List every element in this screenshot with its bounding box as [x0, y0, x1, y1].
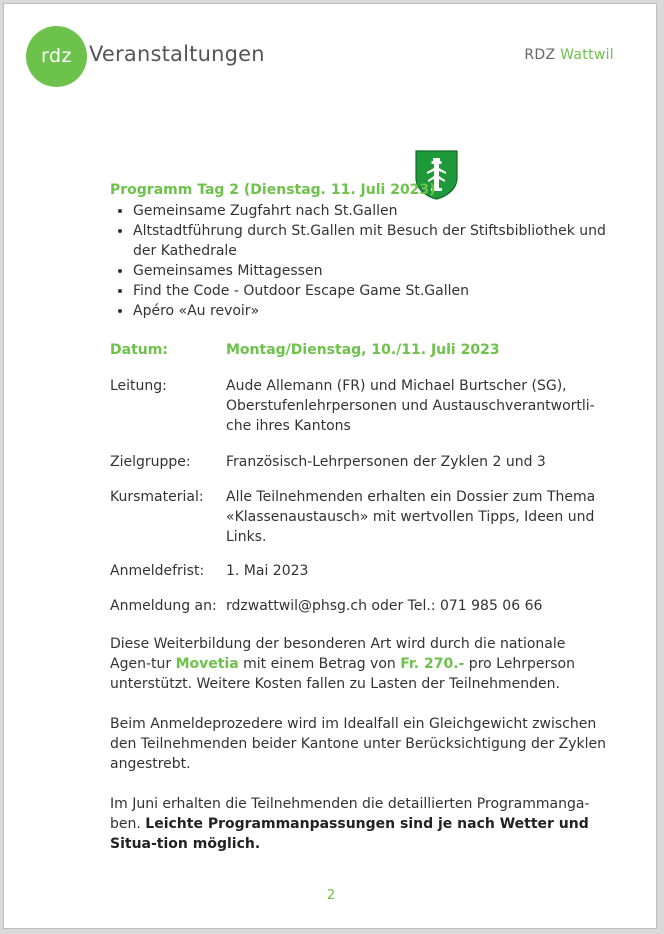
- anmeldung-label: Anmeldung an:: [110, 598, 217, 614]
- list-item: • Altstadtführung durch St.Gallen mit Besuch der Stiftsbibliothek und der Kathedrale: [133, 221, 613, 261]
- logo-title: Veranstaltungen: [89, 42, 265, 66]
- program-info-paragraph: [110, 794, 610, 854]
- anmeldefrist-value: 1. Mai 2023: [226, 563, 309, 579]
- registration-paragraph: Beim Anmeldeprozedere wird im Idealfall ein Gleichgewicht zwischen den Teilnehmenden beider Kantone unter Berücksichtigung der Zyklen angestrebt.: [110, 716, 607, 772]
- program-list: [110, 201, 613, 321]
- list-item: • Gemeinsame Zugfahrt nach St.Gallen: [133, 201, 613, 221]
- rdz-logo: rdz: [26, 26, 87, 87]
- amount-highlight: Fr. 270.-: [400, 656, 465, 672]
- brand-prefix: RDZ: [524, 47, 556, 63]
- list-item: • Apéro «Au revoir»: [133, 301, 613, 321]
- zielgruppe-label: Zielgruppe:: [110, 454, 191, 470]
- list-item: • Find the Code - Outdoor Escape Game St.Gallen: [133, 281, 613, 301]
- datum-label: Datum:: [110, 342, 168, 358]
- paragraph-text: pro Lehrperson unterstützt. Weitere Kosten fallen zu Lasten der Teilnehmenden.: [110, 656, 575, 692]
- paragraph-text: mit einem Betrag von: [238, 656, 401, 672]
- funding-paragraph: [110, 634, 610, 694]
- paragraph-text: Diese Weiterbildung der besonderen Art wird durch die nationale Agen-tur: [110, 636, 566, 672]
- movetia-highlight: Movetia: [175, 656, 239, 672]
- leitung-label: Leitung:: [110, 378, 167, 394]
- weather-note: Leichte Programmanpassungen sind je nach Wetter und Situa-tion möglich.: [110, 816, 589, 852]
- anmeldefrist-label: Anmeldefrist:: [110, 563, 205, 579]
- list-item: • Gemeinsames Mittagessen: [133, 261, 613, 281]
- brand-label: [524, 47, 614, 63]
- zielgruppe-value: Französisch-Lehrpersonen der Zyklen 2 und 3: [226, 454, 546, 470]
- paragraph-text: Im Juni erhalten die Teilnehmenden die detaillierten Programmanga-ben.: [110, 796, 590, 832]
- anmeldung-value: rdzwattwil@phsg.ch oder Tel.: 071 985 06 66: [226, 598, 543, 614]
- page-number: 2: [326, 888, 336, 903]
- datum-value: Montag/Dienstag, 10./11. Juli 2023: [226, 342, 500, 358]
- document-page: [3, 3, 657, 929]
- brand-accent: Wattwil: [560, 47, 614, 63]
- kursmaterial-value: Alle Teilnehmenden erhalten ein Dossier zum Thema «Klassenaustausch» mit wertvollen Tipps, Ideen und Links.: [226, 489, 596, 545]
- leitung-value: Aude Allemann (FR) und Michael Burtscher (SG), Oberstufenlehrpersonen und Austauschverantwortli-che ihres Kantons: [226, 378, 595, 434]
- kursmaterial-label: Kursmaterial:: [110, 489, 204, 505]
- program-title: Programm Tag 2 (Dienstag. 11. Juli 2023): [110, 182, 436, 198]
